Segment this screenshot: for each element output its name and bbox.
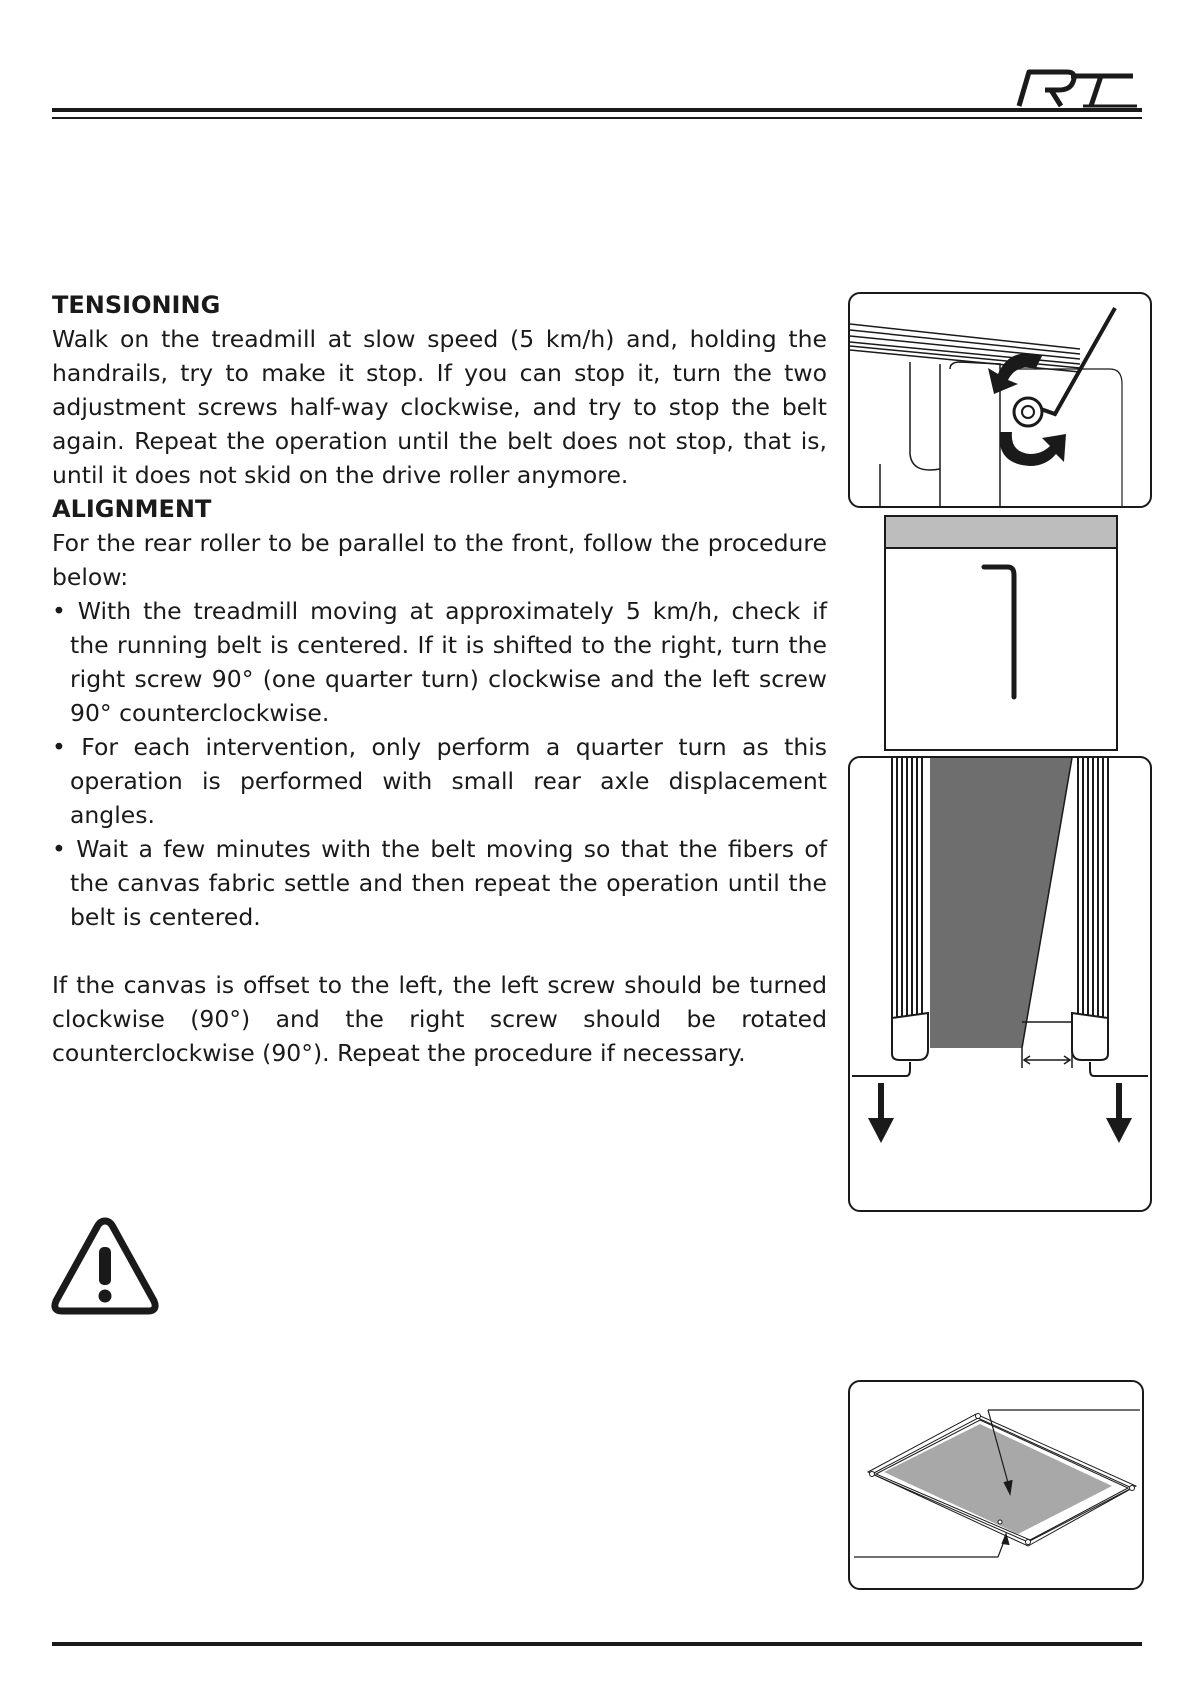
figure-allen-key xyxy=(884,515,1118,751)
figure-tension-screw xyxy=(848,292,1152,508)
alignment-intro: For the rear roller to be parallel to the front, follow the procedure below: xyxy=(52,529,827,591)
warning-triangle-icon xyxy=(50,1215,160,1319)
alignment-bullet-2: • For each intervention, only perform a quarter turn as this operation is performed with small rear axle displacement angles. xyxy=(52,733,827,829)
header-rule-thick xyxy=(52,108,1142,112)
instructions-text xyxy=(52,288,827,1070)
alignment-closing: If the canvas is offset to the left, the left screw should be turned clockwise (90°) and the right screw should be rotated counterclockwise (90°). Repeat the procedure if necessary. xyxy=(52,971,827,1067)
tensioning-body: Walk on the treadmill at slow speed (5 km/h) and, holding the handrails, try to make it stop. If you can stop it, turn the two adjustment screws half-way clockwise, and try to stop the belt again. Repeat the operation until the belt does not stop, that is, until it does not skid on the drive roller anymore. xyxy=(52,325,827,489)
brand-logo xyxy=(1005,66,1145,112)
running-belt xyxy=(930,758,1072,1048)
deck-panel xyxy=(884,1424,1112,1534)
figure-deck-plate xyxy=(848,1380,1144,1590)
alignment-heading: ALIGNMENT xyxy=(52,495,212,523)
tensioning-heading: TENSIONING xyxy=(52,291,221,319)
allen-key-icon xyxy=(984,567,1014,697)
alignment-bullet-3: • Wait a few minutes with the belt moving so that the fibers of the canvas fabric settle and then repeat the operation until the belt is centered. xyxy=(52,835,827,931)
figure-belt-alignment xyxy=(848,756,1152,1212)
footer-rule xyxy=(52,1642,1142,1646)
arrow-down-icon xyxy=(868,1083,1132,1143)
header-rule-thin xyxy=(52,117,1142,119)
alignment-bullet-1: • With the treadmill moving at approximately 5 km/h, check if the running belt is centered. If it is shifted to the right, turn the right screw 90° (one quarter turn) clockwise and the left screw 90° counterclockwise. xyxy=(52,597,827,727)
